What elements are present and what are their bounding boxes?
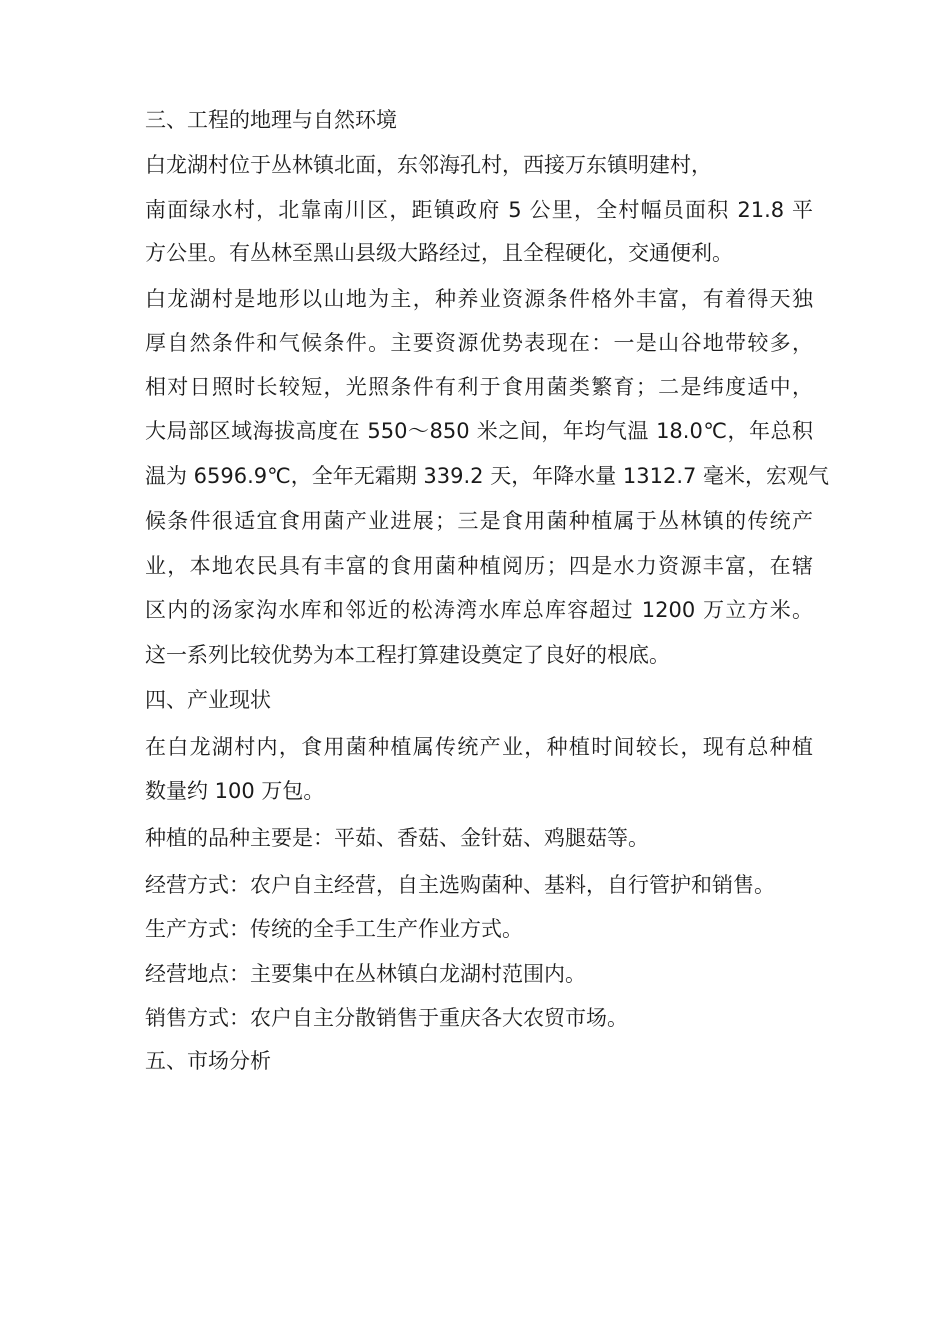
text-line: 业，本地农民具有丰富的食用菌种植阅历；四是水力资源丰富，在辖 xyxy=(145,554,813,578)
text-line: 白龙湖村位于丛林镇北面，东邻海孔村，西接万东镇明建村， xyxy=(145,153,712,177)
text-line: 温为 6596.9℃，全年无霜期 339.2 天，年降水量 1312.7 毫米，宏观气 xyxy=(145,464,830,488)
text-line: 这一系列比较优势为本工程打算建设奠定了良好的根底。 xyxy=(145,643,670,667)
section-heading-market: 五、市场分析 xyxy=(145,1049,271,1073)
text-line: 数量约 100 万包。 xyxy=(145,779,325,803)
text-line: 候条件很适宜食用菌产业进展；三是食用菌种植属于丛林镇的传统产 xyxy=(145,509,813,533)
text-line: 销售方式：农户自主分散销售于重庆各大农贸市场。 xyxy=(145,1006,628,1030)
text-line: 白龙湖村是地形以山地为主，种养业资源条件格外丰富，有着得天独 xyxy=(145,287,813,311)
text-line: 厚自然条件和气候条件。主要资源优势表现在：一是山谷地带较多， xyxy=(145,331,813,355)
text-line: 方公里。有丛林至黑山县级大路经过，且全程硬化，交通便利。 xyxy=(145,241,733,265)
section-heading-geography: 三、工程的地理与自然环境 xyxy=(145,108,397,132)
text-line: 大局部区域海拔高度在 550～850 米之间，年均气温 18.0℃，年总积 xyxy=(145,419,813,443)
text-line: 南面绿水村，北靠南川区，距镇政府 5 公里，全村幅员面积 21.8 平 xyxy=(145,198,813,222)
text-line: 生产方式：传统的全手工生产作业方式。 xyxy=(145,917,523,941)
text-line: 在白龙湖村内，食用菌种植属传统产业，种植时间较长，现有总种植 xyxy=(145,735,813,759)
text-line: 种植的品种主要是：平茹、香菇、金针菇、鸡腿菇等。 xyxy=(145,826,649,850)
text-line: 经营方式：农户自主经营，自主选购菌种、基料，自行管护和销售。 xyxy=(145,873,775,897)
text-line: 区内的汤家沟水库和邻近的松涛湾水库总库容超过 1200 万立方米。 xyxy=(145,598,813,622)
text-line: 相对日照时长较短，光照条件有利于食用菌类繁育；二是纬度适中， xyxy=(145,375,813,399)
section-heading-industry: 四、产业现状 xyxy=(145,688,271,712)
text-line: 经营地点：主要集中在丛林镇白龙湖村范围内。 xyxy=(145,962,586,986)
